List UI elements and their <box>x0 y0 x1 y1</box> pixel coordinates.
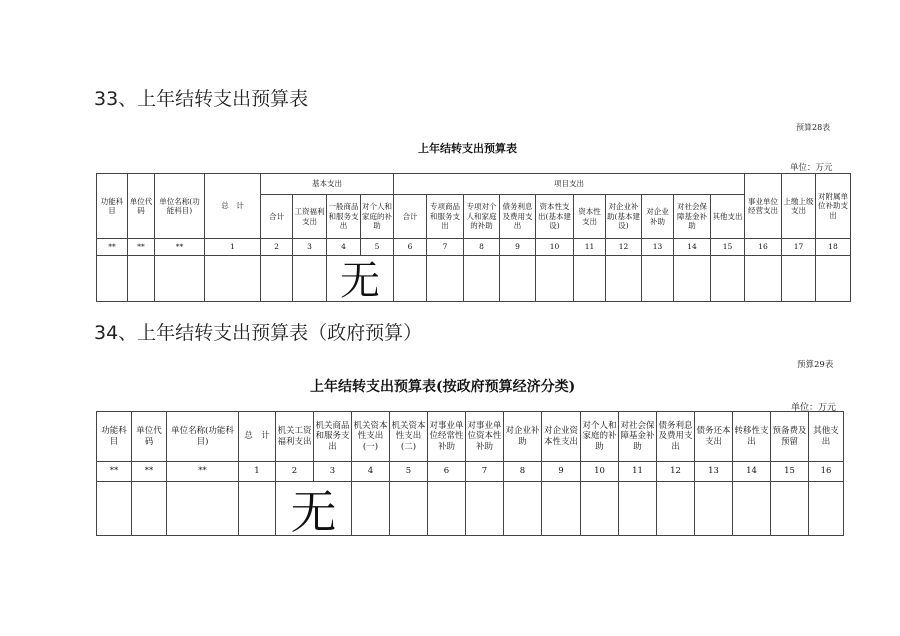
col-paid-to-superior: 上缴上级支出 <box>782 174 816 239</box>
code-cell: 13 <box>695 462 733 482</box>
code-cell: 3 <box>293 239 327 256</box>
empty-cell <box>542 482 581 536</box>
empty-cell <box>132 482 167 536</box>
table-29-unit: 单位：万元 <box>791 403 837 413</box>
table-29-title: 上年结转支出预算表(按政府预算经济分类) <box>310 379 576 395</box>
col-unit-code: 单位代码 <box>128 174 155 239</box>
col-unit-name: 单位名称(功能科目) <box>167 412 239 462</box>
empty-cell <box>205 256 261 302</box>
empty-cell <box>733 482 771 536</box>
group-basic-expenditure: 基本支出 <box>261 174 394 195</box>
no-data-mark: 无 <box>290 485 337 536</box>
empty-cell <box>619 482 657 536</box>
code-cell: ** <box>167 462 239 482</box>
col-institution-recurring-subsidy: 对事业单位经常性补助 <box>428 412 466 462</box>
empty-cell <box>657 482 695 536</box>
col-project-total: 合计 <box>394 195 427 239</box>
empty-cell <box>261 256 293 302</box>
empty-cell <box>816 256 851 302</box>
code-cell: 15 <box>771 462 809 482</box>
col-household-subsidy: 对个人和家庭的补助 <box>581 412 619 462</box>
code-cell: 6 <box>428 462 466 482</box>
empty-cell <box>695 482 733 536</box>
empty-cell <box>745 256 782 302</box>
empty-cell <box>128 256 155 302</box>
code-cell: 14 <box>733 462 771 482</box>
no-data-mark: 无 <box>340 258 380 302</box>
code-cell: 1 <box>239 462 276 482</box>
code-cell: 10 <box>536 239 574 256</box>
code-cell: 8 <box>504 462 542 482</box>
col-project-capital: 资本性支出 <box>574 195 606 239</box>
col-subsidiary-subsidy: 对附属单位补助支出 <box>816 174 851 239</box>
empty-cell <box>293 256 327 302</box>
empty-cell <box>97 482 132 536</box>
col-basic-wages: 工资福利支出 <box>293 195 327 239</box>
code-cell: 2 <box>261 239 293 256</box>
group-project-expenditure: 项目支出 <box>394 174 745 195</box>
col-total: 总 计 <box>205 174 261 239</box>
code-cell: 7 <box>427 239 464 256</box>
code-cell: ** <box>155 239 205 256</box>
data-row <box>97 256 851 302</box>
code-cell: 13 <box>642 239 674 256</box>
empty-cell <box>536 256 574 302</box>
col-project-social-security: 对社会保障基金补助 <box>674 195 711 239</box>
empty-cell <box>155 256 205 302</box>
col-business-operation: 事业单位经营支出 <box>745 174 782 239</box>
table-28-title: 上年结转支出预算表 <box>418 142 517 155</box>
code-cell: 8 <box>464 239 500 256</box>
code-cell: 4 <box>352 462 390 482</box>
empty-cell <box>428 482 466 536</box>
code-cell: 17 <box>782 239 816 256</box>
code-cell: 5 <box>361 239 394 256</box>
code-cell: ** <box>97 462 132 482</box>
empty-cell <box>581 482 619 536</box>
empty-cell <box>427 256 464 302</box>
col-other: 其他支出 <box>809 412 844 462</box>
col-project-enterprise: 对企业补助 <box>642 195 674 239</box>
col-function-subject: 功能科目 <box>97 412 132 462</box>
col-function-subject: 功能科目 <box>97 174 128 239</box>
code-cell: 3 <box>314 462 352 482</box>
col-debt-interest: 债务利息及费用支出 <box>657 412 695 462</box>
col-organ-capital-2: 机关资本性支出(二) <box>390 412 428 462</box>
code-cell: ** <box>97 239 128 256</box>
col-enterprise-subsidy: 对企业补助 <box>504 412 542 462</box>
empty-cell <box>606 256 642 302</box>
code-cell: 9 <box>500 239 536 256</box>
code-cell: 14 <box>674 239 711 256</box>
col-project-capital-construction: 资本性支出(基本建设) <box>536 195 574 239</box>
empty-cell <box>390 482 428 536</box>
empty-cell <box>466 482 504 536</box>
code-cell: 7 <box>466 462 504 482</box>
code-row <box>97 239 851 256</box>
budget-table-29 <box>96 411 844 536</box>
col-project-household-subsidy: 专项对个人和家庭的补助 <box>464 195 500 239</box>
col-basic-goods-services: 一般商品和服务支出 <box>327 195 361 239</box>
code-cell: 4 <box>327 239 361 256</box>
col-unit-name: 单位名称(功能科目) <box>155 174 205 239</box>
col-organ-wages: 机关工资福利支出 <box>276 412 314 462</box>
empty-cell <box>167 482 239 536</box>
col-basic-household-subsidy: 对个人和家庭的补助 <box>361 195 394 239</box>
col-organ-capital-1: 机关资本性支出(一) <box>352 412 390 462</box>
col-transfer: 转移性支出 <box>733 412 771 462</box>
code-cell: 10 <box>581 462 619 482</box>
no-data-cell <box>327 256 394 302</box>
section-33-heading: 33、上年结转支出预算表 <box>94 88 309 110</box>
code-cell: 6 <box>394 239 427 256</box>
table-28-number: 预算28表 <box>796 123 831 132</box>
col-social-security-subsidy: 对社会保障基金补助 <box>619 412 657 462</box>
section-34-heading: 34、上年结转支出预算表（政府预算） <box>94 322 423 344</box>
table-28-unit: 单位：万元 <box>790 163 833 173</box>
no-data-cell <box>276 482 352 536</box>
code-cell: 12 <box>657 462 695 482</box>
code-cell: ** <box>132 462 167 482</box>
data-row <box>97 482 844 536</box>
code-cell: 11 <box>619 462 657 482</box>
empty-cell <box>464 256 500 302</box>
col-project-goods-services: 专项商品和服务支出 <box>427 195 464 239</box>
code-cell: 18 <box>816 239 851 256</box>
empty-cell <box>352 482 390 536</box>
code-cell: 5 <box>390 462 428 482</box>
empty-cell <box>500 256 536 302</box>
code-cell: 2 <box>276 462 314 482</box>
col-total: 总 计 <box>239 412 276 462</box>
col-project-enterprise-construction: 对企业补助(基本建设) <box>606 195 642 239</box>
empty-cell <box>642 256 674 302</box>
table-29-number: 预算29表 <box>797 360 834 370</box>
empty-cell <box>97 256 128 302</box>
code-cell: 11 <box>574 239 606 256</box>
empty-cell <box>782 256 816 302</box>
empty-cell <box>771 482 809 536</box>
col-project-other: 其他支出 <box>711 195 745 239</box>
col-reserve: 预备费及预留 <box>771 412 809 462</box>
empty-cell <box>504 482 542 536</box>
code-row <box>97 462 844 482</box>
empty-cell <box>574 256 606 302</box>
code-cell: 1 <box>205 239 261 256</box>
empty-cell <box>674 256 711 302</box>
empty-cell <box>239 482 276 536</box>
code-cell: 9 <box>542 462 581 482</box>
col-enterprise-capital: 对企业资本性支出 <box>542 412 581 462</box>
code-cell: 16 <box>745 239 782 256</box>
col-unit-code: 单位代码 <box>132 412 167 462</box>
code-cell: ** <box>128 239 155 256</box>
empty-cell <box>394 256 427 302</box>
col-debt-principal: 债务还本支出 <box>695 412 733 462</box>
col-basic-total: 合计 <box>261 195 293 239</box>
budget-table-28 <box>96 173 851 302</box>
empty-cell <box>711 256 745 302</box>
col-project-debt-interest: 债务利息及费用支出 <box>500 195 536 239</box>
code-cell: 15 <box>711 239 745 256</box>
code-cell: 16 <box>809 462 844 482</box>
col-institution-capital-subsidy: 对事业单位资本性补助 <box>466 412 504 462</box>
code-cell: 12 <box>606 239 642 256</box>
col-organ-goods-services: 机关商品和服务支出 <box>314 412 352 462</box>
empty-cell <box>809 482 844 536</box>
